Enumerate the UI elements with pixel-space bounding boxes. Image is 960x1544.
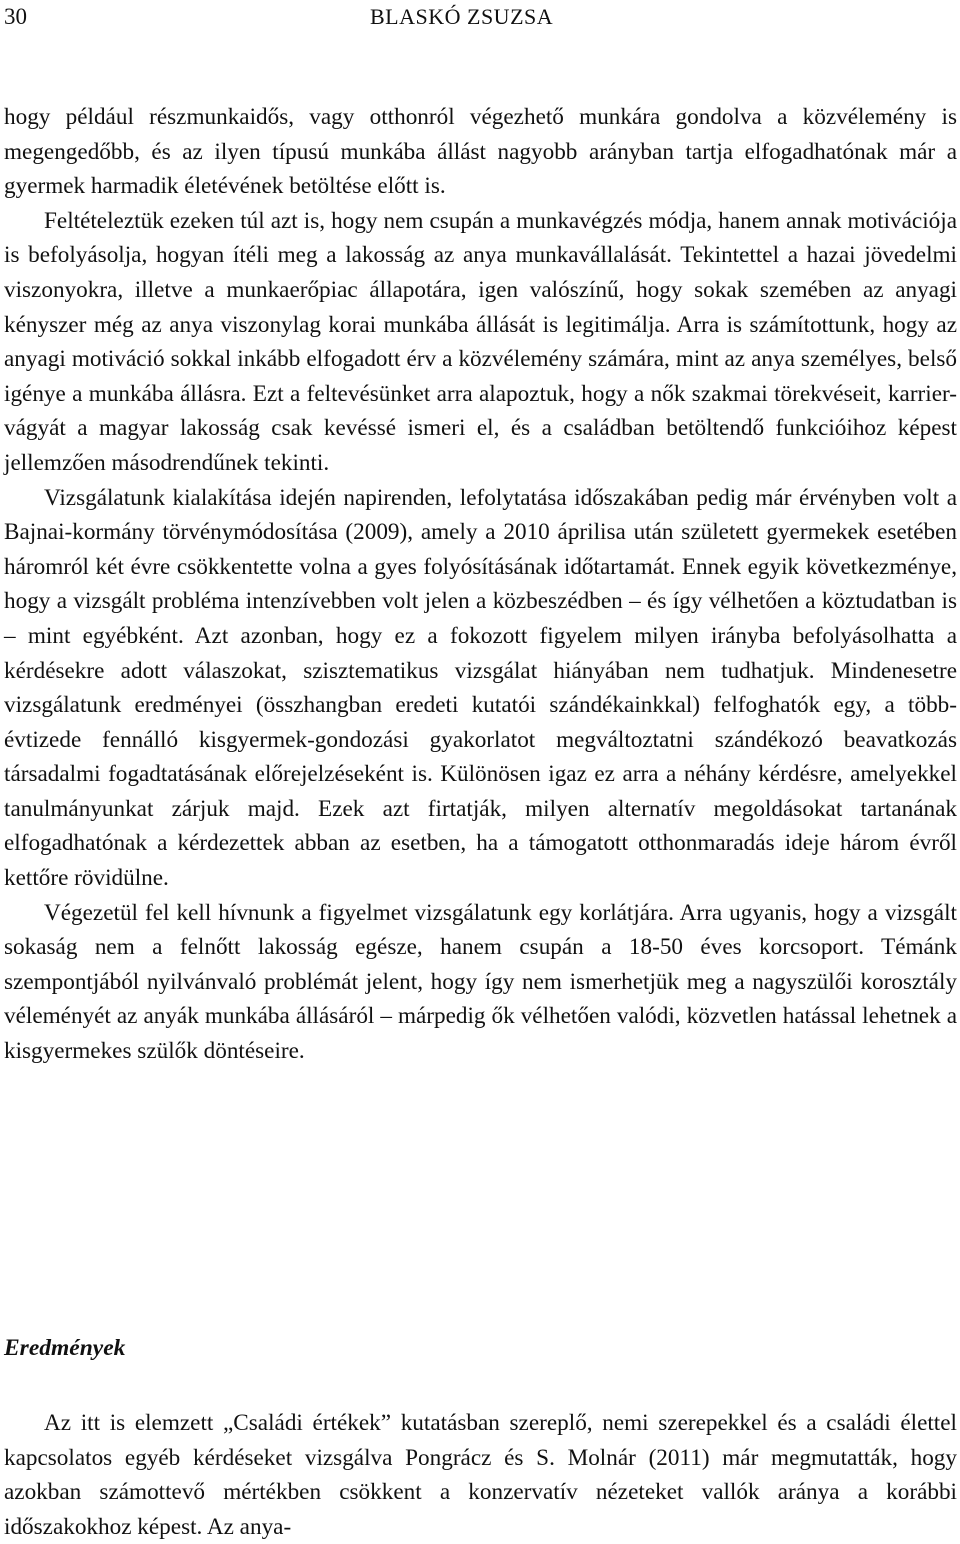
paragraph-limitation: Végezetül fel kell hívnunk a figyelmet vizsgálatunk egy korlátjára. Arra ugyanis, hogy a vizsgált sokaság nem a felnőtt lakosság egésze, hanem csupán a 18-50 éves korcsoport. Témánk szempontjából nyilvánvaló problémát jelent, hogy így nem ismerhetjük meg a nagyszülői korosztály véleményét az anyák munkába állásáról – márpedig ők vélhetően valódi, közvetlen hatással lehetnek a kisgyermekes szülők döntéseire.	[4, 899, 957, 1065]
running-head-author: BLASKÓ ZSUZSA	[370, 4, 554, 29]
results-text	[4, 1406, 957, 1544]
paragraph-context: Vizsgálatunk kialakítása idején napirenden, lefolytatása időszakában pedig már érvényben volt a Bajnai-kormány törvénymódosítása (2009), amely a 2010 áprilisa után született gyermekek esetében háromról két évre csökkentette volna a gyes folyósításának időtartamát. Ennek egyik következménye, hogy a vizsgált probléma intenzívebben volt jelen a közbeszédben – és így vélhetően a köztudatban is – mint egyébként. Azt azonban, hogy ez a fokozott figyelem milyen irányba befolyásolhatta a kérdésekre adott válaszokat, szisztematikus vizsgálat hiányában nem tudhatjuk. Mindenesetre vizsgálatunk eredményei (összhangban eredeti kutatói szándékainkkal) felfoghatók egy, a több-évtizede fennálló kisgyermek-gondozási gyakorlatot megváltoztatni szándékozó beavatkozás társadalmi fogadtatásának előrejelzéseként is. Különösen igaz ez arra a néhány kérdésre, amelyekkel tanulmányunkat zárjuk majd. Ezek azt firtatják, milyen alternatív megoldásokat tartanának elfogadhatónak a kérdezettek abban az esetben, ha a támogatott otthonmaradás ideje három évről kettőre rövidülne.	[4, 484, 957, 892]
paragraph-results: Az itt is elemzett „Családi értékek” kutatásban szereplő, nemi szerepekkel és a családi élettel kapcsolatos egyéb kérdéseket vizsgálva Pongrácz és S. Molnár (2011) már megmutatták, hogy azokban számottevő mértékben csökkent a konzervatív nézeteket vallók aránya a korábbi időszakokhoz képest. Az anya-	[4, 1410, 957, 1540]
paragraph-continued: hogy például részmunkaidős, vagy otthonról végezhető munkára gondolva a közvélemény is megengedőbb, és az ilyen típusú munkába állást nagyobb arányban tartja elfogadhatónak már a gyermek harmadik életévének betöltése előtt is.	[4, 104, 957, 200]
page-number: 30	[4, 4, 27, 29]
section-heading-results: Eredmények	[4, 1335, 126, 1361]
body-text	[4, 100, 957, 1069]
paragraph-hypothesis: Feltételeztük ezeken túl azt is, hogy nem csupán a munkavégzés módja, hanem annak motivációja is befolyásolja, hogyan ítéli meg a lakosság az anya munkavállalását. Tekintettel a hazai jövedelmi viszonyokra, illetve a munkaerőpiac állapotára, igen valószínű, hogy sokak szemében az anyagi kényszer még az anya viszonylag korai munkába állását is legitimálja. Arra is számítottunk, hogy az anyagi motiváció sokkal inkább elfogadott érv a közvélemény számára, mint az anya személyes, belső igénye a munkába állásra. Ezt a feltevésünket arra alapoztuk, hogy a nők szakmai törekvéseit, karrier-vágyát a magyar lakosság csak kevéssé ismeri el, és a családban betöltendő funkcióihoz képest jellemzően másodrendűnek tekinti.	[4, 207, 957, 476]
page-header	[0, 0, 960, 44]
